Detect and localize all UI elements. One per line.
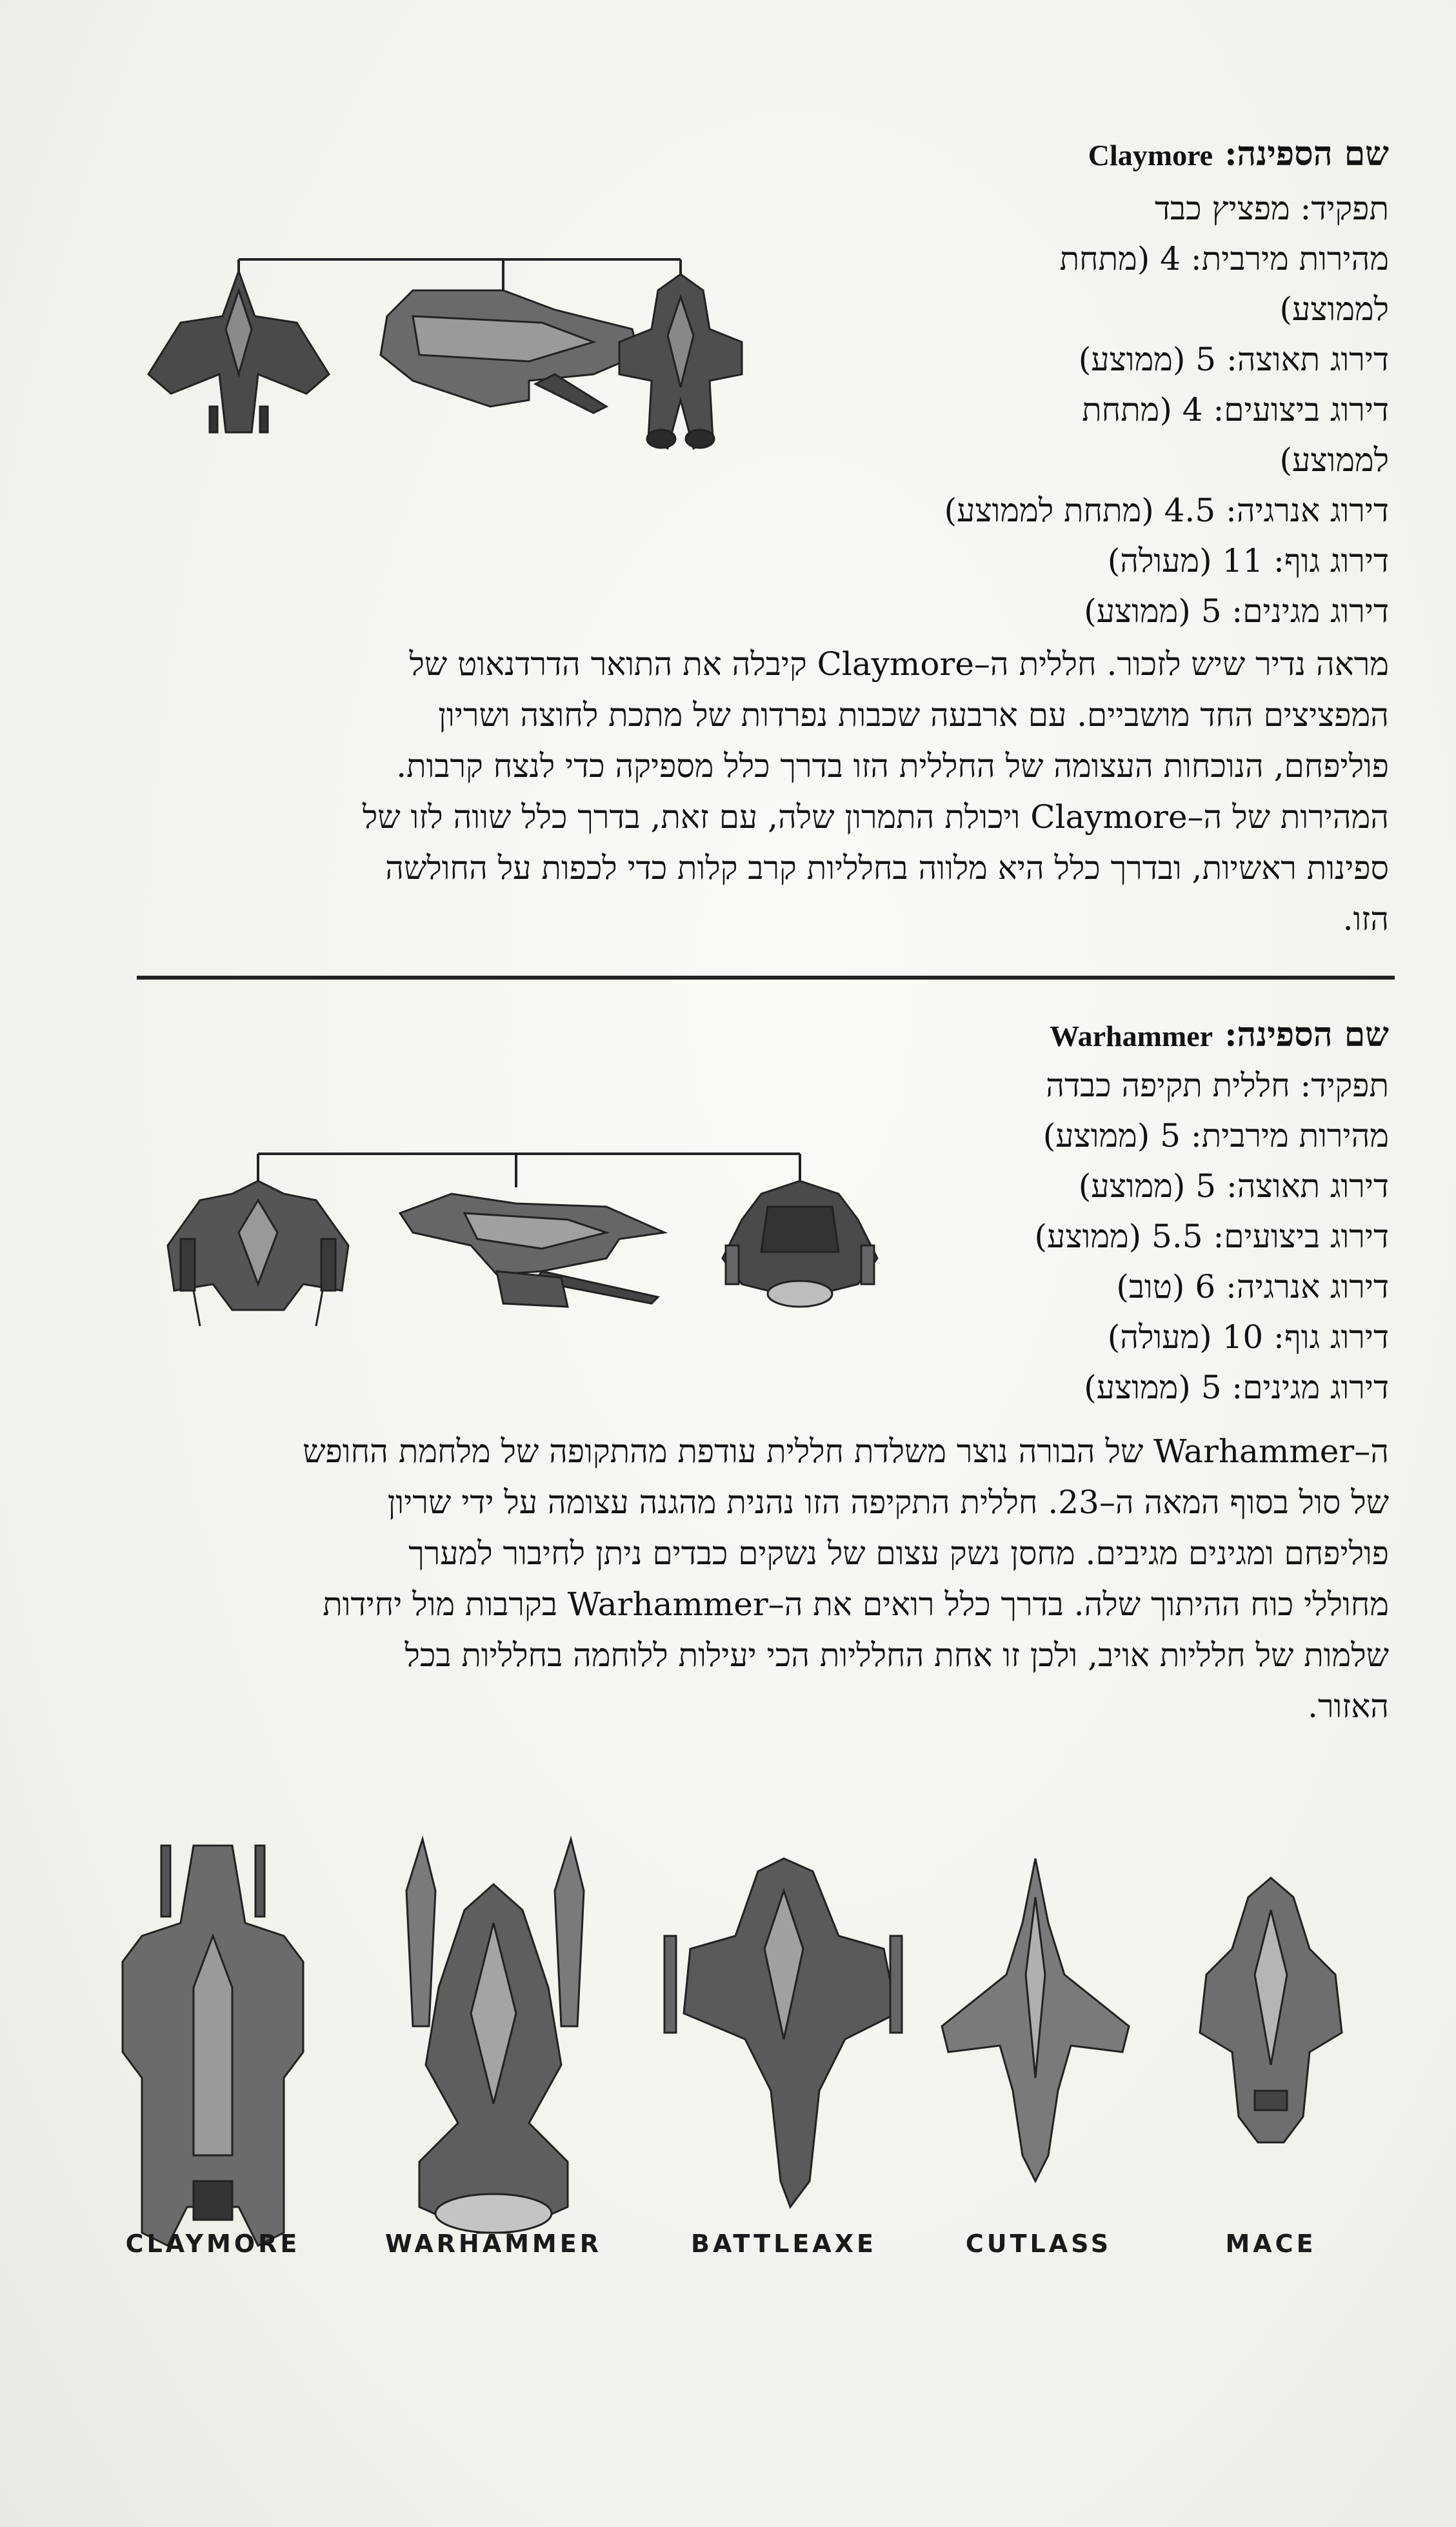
warhammer-heading: שם הספינה: Warhammer	[1050, 1015, 1389, 1054]
claymore-acceleration: דירוג תאוצה: 5 (ממוצע)	[1078, 341, 1389, 378]
claymore-performance-cont: לממוצע)	[1279, 441, 1389, 479]
warhammer-top-illustration	[406, 1839, 584, 2233]
claymore-heading: שם הספינה: Claymore	[1088, 134, 1389, 174]
warhammer-rear-view	[723, 1181, 877, 1307]
claymore-max-speed-cont: לממוצע)	[1279, 290, 1389, 328]
warhammer-side-view	[400, 1194, 664, 1307]
warhammer-three-view-illustration	[155, 1142, 929, 1349]
section-divider	[137, 976, 1395, 980]
claymore-performance: דירוג ביצועים: 4 (מתחת	[1082, 391, 1389, 428]
warhammer-role: תפקיד: חללית תקיפה כבדה	[1046, 1067, 1389, 1104]
warhammer-acceleration: דירוג תאוצה: 5 (ממוצע)	[1078, 1167, 1389, 1205]
fleet-label-battleaxe: BATTLEAXE	[691, 2230, 877, 2258]
battleaxe-top-illustration	[664, 1858, 902, 2207]
warhammer-front-view	[168, 1181, 348, 1326]
warhammer-description: ה–Warhammer של הבורה נוצר משלדת חללית עודפת מהתקופה של מלחמת החופש של סול בסוף המאה ה–23. חללית התקיפה הזו נהנית מהגנה עצומה על ידי שריון פוליפחם ומגינים מגיבים. מחסן נשק עצום של נשקים כבדים ניתן לחיבור למערך מחוללי כוח ההיתוך שלה. בדרך כלל רואים את ה–Warhammer בקרבות מול יחידות שלמות של חלליות אויב, ולכן זו אחת החלליות הכי יעילות ללוחמה בחלליות בכל האזור.	[303, 1433, 1389, 1725]
fleet-lineup	[0, 1820, 1456, 2259]
cutlass-top-illustration	[942, 1858, 1129, 2181]
warhammer-hull: דירוג גוף: 10 (מעולה)	[1107, 1318, 1389, 1356]
mace-top-illustration	[1200, 1878, 1342, 2142]
claymore-three-view-illustration	[142, 245, 793, 458]
fleet-label-cutlass: CUTLASS	[965, 2230, 1112, 2258]
claymore-side-view	[381, 290, 639, 413]
warhammer-performance: דירוג ביצועים: 5.5 (ממוצע)	[1034, 1218, 1389, 1255]
claymore-top-illustration	[123, 1846, 303, 2246]
warhammer-energy: דירוג אנרגיה: 6 (טוב)	[1116, 1268, 1389, 1305]
claymore-shields: דירוג מגינים: 5 (ממוצע)	[1084, 592, 1389, 630]
fleet-label-claymore: CLAYMORE	[125, 2230, 301, 2258]
claymore-energy: דירוג אנרגיה: 4.5 (מתחת לממוצע)	[944, 492, 1389, 529]
fleet-label-warhammer: WARHAMMER	[385, 2230, 602, 2258]
claymore-front-view	[148, 271, 329, 432]
warhammer-max-speed: מהירות מירבית: 5 (ממוצע)	[1042, 1117, 1389, 1154]
warhammer-shields: דירוג מגינים: 5 (ממוצע)	[1084, 1369, 1389, 1406]
claymore-description: מראה נדיר שיש לזכור. חללית ה–Claymore קיבלה את התואר הדרדנאוט של המפציצים החד מושביים. עם ארבעה שכבות נפרדות של מתכת לחוצה ושריון פוליפחם, הנוכחות העצומה של החללית הזו בדרך כלל מספיקה כדי לנצח קרבות. המהירות של ה–Claymore ויכולת התמרון שלה, עם זאת, בדרך כלל שווה לזו של ספינות ראשיות, ובדרך כלל היא מלווה בחלליות קרב קלות כדי לכפות על החולשה הזו.	[362, 645, 1389, 938]
claymore-hull: דירוג גוף: 11 (מעולה)	[1107, 542, 1389, 579]
fleet-label-mace: MACE	[1225, 2230, 1317, 2258]
claymore-role: תפקיד: מפציץ כבד	[1154, 190, 1389, 227]
claymore-top-view	[619, 274, 742, 448]
claymore-max-speed: מהירות מירבית: 4 (מתחת	[1059, 240, 1389, 277]
